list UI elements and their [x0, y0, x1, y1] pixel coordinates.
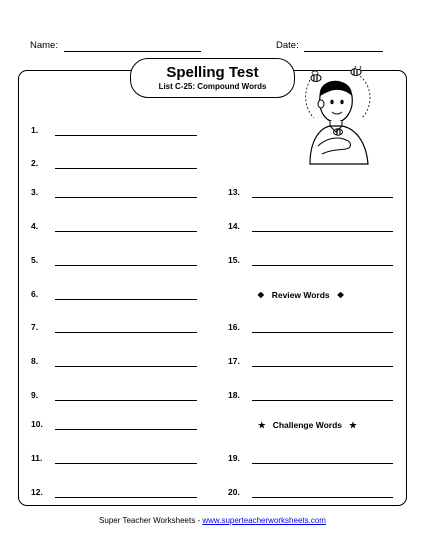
answer-line[interactable]	[55, 366, 197, 367]
answer-line[interactable]	[55, 497, 197, 498]
footer	[0, 516, 425, 525]
item-number: 11.	[31, 453, 43, 463]
item-number: 5.	[31, 255, 39, 265]
footer-text: Super Teacher Worksheets -	[99, 516, 203, 525]
answer-line[interactable]	[55, 463, 197, 464]
item-number: 2.	[31, 158, 39, 168]
item-number: 7.	[31, 322, 39, 332]
title-banner	[130, 58, 295, 98]
item-number: 12.	[31, 487, 43, 497]
item-number: 18.	[228, 390, 240, 400]
item-number: 13.	[228, 187, 240, 197]
date-label: Date:	[276, 40, 299, 51]
item-number: 1.	[31, 125, 39, 135]
list-subtitle: List C-25: Compound Words	[158, 82, 267, 91]
answer-line[interactable]	[55, 332, 197, 333]
answer-line[interactable]	[55, 135, 197, 136]
bee-icon-left	[311, 71, 321, 82]
challenge-words-heading	[258, 420, 357, 431]
answer-line[interactable]	[55, 400, 197, 401]
item-number: 6.	[31, 289, 39, 299]
star-icon: ★	[349, 420, 357, 430]
item-number: 20.	[228, 487, 240, 497]
answer-line[interactable]	[55, 231, 197, 232]
bee-icon-right	[351, 66, 361, 76]
challenge-words-label: Challenge Words	[272, 420, 342, 430]
answer-line[interactable]	[252, 366, 393, 367]
item-number: 17.	[228, 356, 240, 366]
item-number: 4.	[31, 221, 39, 231]
answer-line[interactable]	[55, 265, 197, 266]
item-number: 3.	[31, 187, 39, 197]
diamond-icon: ❖	[336, 290, 345, 300]
answer-line[interactable]	[252, 400, 393, 401]
item-number: 8.	[31, 356, 39, 366]
answer-line[interactable]	[252, 497, 393, 498]
answer-line[interactable]	[252, 332, 393, 333]
name-label: Name:	[30, 40, 58, 51]
answer-line[interactable]	[55, 299, 197, 300]
item-number: 15.	[228, 255, 240, 265]
item-number: 14.	[228, 221, 240, 231]
item-number: 10.	[31, 419, 43, 429]
answer-line[interactable]	[55, 429, 197, 430]
date-field[interactable]	[304, 51, 383, 52]
review-words-heading	[257, 290, 344, 301]
answer-line[interactable]	[252, 265, 393, 266]
page-title: Spelling Test	[166, 64, 259, 81]
diamond-icon: ❖	[257, 290, 265, 300]
item-number: 9.	[31, 390, 39, 400]
answer-line[interactable]	[252, 231, 393, 232]
footer-link[interactable]: www.superteacherworksheets.com	[202, 516, 326, 525]
star-icon: ★	[258, 420, 266, 430]
answer-line[interactable]	[252, 197, 393, 198]
answer-line[interactable]	[55, 197, 197, 198]
name-field[interactable]	[64, 51, 201, 52]
answer-line[interactable]	[252, 463, 393, 464]
kid-with-bee-illustration	[296, 66, 378, 166]
answer-line[interactable]	[55, 168, 197, 169]
item-number: 19.	[228, 453, 240, 463]
review-words-label: Review Words	[271, 290, 330, 300]
item-number: 16.	[228, 322, 240, 332]
